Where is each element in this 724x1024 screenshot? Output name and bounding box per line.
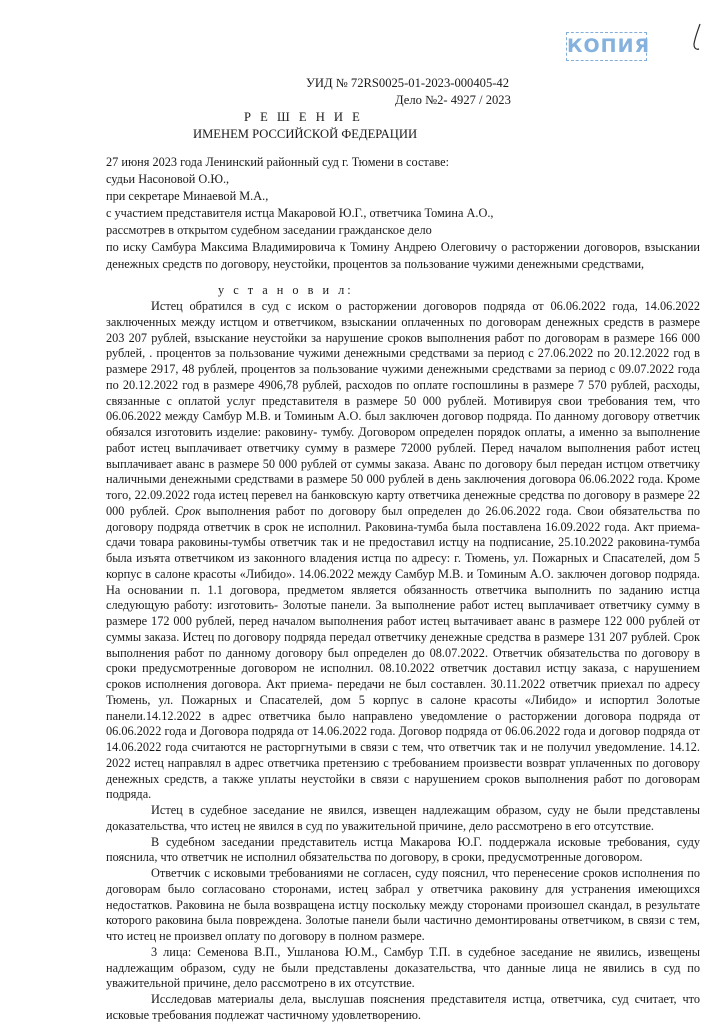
- paragraph-italic-text: Срок: [174, 503, 201, 518]
- paragraph: [106, 299, 700, 803]
- intro-line: рассмотрев в открытом судебном заседании гражданское дело: [106, 223, 432, 237]
- paragraph: Ответчик с исковыми требованиями не согласен, суду пояснил, что перенесение сроков исполнения по договорам было согласовано сторонами, истец забрал у ответчика раковину для устранения имеющихся недостатков. Раковина не была возвращена истцу поскольку между сторонами произошел скандал, в результате которого раковина была повреждена. Золотые панели были частично демонтированы ответчиком, в связи с тем, что истец не произвел оплату по договору в полном размере.: [106, 866, 700, 943]
- paragraph: 3 лица: Семенова В.П., Ушланова Ю.М., Самбур Т.П. в судебное заседание не явились, извещены надлежащим образом, суду не были представлены доказательства, что данные лица не явились в суд по уважительной причине, дело рассмотрено в их отсутствие.: [106, 944, 700, 991]
- intro-line: 27 июня 2023 года Ленинский районный суд г. Тюмени в составе:: [106, 155, 450, 169]
- handwritten-page-number: [690, 22, 704, 52]
- paragraph: Истец в судебное заседание не явился, извещен надлежащим образом, суду не были представлены доказательства, что истец не явился в суд по уважительной причине, дело рассмотрено в его отсутствие.: [106, 803, 700, 833]
- document-body: [106, 299, 700, 1024]
- intro-line: с участием представителя истца Макаровой Ю.Г., ответчика Томина А.О.,: [106, 206, 494, 220]
- document-title: Р Е Ш Е Н И Е: [244, 110, 363, 124]
- established-heading: у с т а н о в и л:: [218, 283, 354, 297]
- claim-text: по иску Самбура Максима Владимировича к Томину Андрею Олеговичу о расторжении договоров, взыскании денежных средств по договору, неустойки, процентов за пользование чужими денежными средствами,: [106, 240, 700, 271]
- case-number: Дело №2- 4927 / 2023: [395, 93, 511, 107]
- paragraph-text: Истец обратился в суд с иском о расторжении договоров подряда от 06.06.2022 года, 14.06.2022 заключенных между истцом и ответчиком, взыскании оплаченных по договорам денежных средств в размере 203 207 рублей, взыскание неустойки за нарушение сроков выполнения работ по договорам в размере 166 000 рублей, . процентов за пользование чужими денежными средствами за период с 27.06.2022 по 20.12.2022 год в размере 2917, 48 рублей, процентов за пользование чужими денежными средствами за период с 09.07.2022 года по 20.12.2022 год в размере 4906,78 рублей, расходов по оплате госпошлины в размере 7 570 рублей, расходы, связанные с оплатой услуг представителя в размере 50 000 рублей. Мотивируя свои требования тем, что 06.06.2022 между Самбур М.В. и Томиным А.О. был заключен договор подряда. По данному договору ответчик обязался изготовить изделие: раковину- тумбу. Договором определен порядок оплаты, а именно за выполнение работ истец выплачивает ответчику сумму в размере 72000 рублей. Перед началом выполнения работ истец выплачивает аванс в размере 50 000 рублей от суммы заказа. Аванс по договору был передан истцом ответчику наличными денежными средствами в размере 50 000 рублей в день заключения договора 06.06.2022 года. Кроме того, 22.09.2022 года истец перевел на банковскую карту ответчика денежные средства по договору в размере 22 000 рублей.: [106, 299, 700, 518]
- paragraph: Исследовав материалы дела, выслушав пояснения представителя истца, ответчика, суд считает, что исковые требования подлежат частичному удовлетворению.: [106, 992, 700, 1022]
- document-subtitle: ИМЕНЕМ РОССИЙСКОЙ ФЕДЕРАЦИИ: [193, 127, 418, 141]
- intro-line: судьи Насоновой О.Ю.,: [106, 172, 230, 186]
- paragraph: В судебном заседании представитель истца Макарова Ю.Г. поддержала исковые требования, суду пояснила, что ответчик не исполнил обязательства по договору, в сроки, предусмотренные договором.: [106, 834, 700, 865]
- copy-stamp: КОПИЯ: [566, 32, 647, 61]
- uid-number: УИД № 72RS0025-01-2023-000405-42: [306, 76, 510, 90]
- paragraph-text: выполнения работ по договору был определен до 26.06.2022 года. Свои обязательства по договору подряда ответчик в срок не исполнил. Раковина-тумба была поставлена 16.09.2022 года. Акт приема-сдачи товара раковины-тумбы ответчик так и не предоставил истцу на подписание, 25.10.2022 раковина-тумба была изъята ответчиком из законного владения истца по адресу: г. Тюмень, ул. Пожарных и Спасателей, дом 5 корпус в салоне красоты «Либидо». 14.06.2022 между Самбур М.В. и Томиным А.О. заключен договор подряда. На основании п. 1.1 договора, предметом является обязанность ответчика выполнить по заданию истца следующую работу: изготовить- Золотые панели. За выполнение работ истец выплачивает ответчику сумму в размере 172 000 рублей, перед началом выполнения работ истец вытачивает аванс в размере 122 000 рублей от суммы заказа. Истец по договору подряда передал ответчику денежные средства в размере 131 207 рублей. Срок выполнения работ по данному договору был определен до 08.07.2022. Ответчик обязательства по договору в сроки предусмотренные договором не исполнил. 08.10.2022 ответчик доставил истцу заказа, с нарушением сроков исполнения договора. Акт приема- передачи не был составлен. 30.11.2022 ответчик приехал по адресу Тюмень, ул. Пожарных и Спасателей, дом 5 корпус в салоне красоты «Либидо» и испортил Золотые панели.14.12.2022 в адрес ответчика было направлено уведомление о расторжении договора подряда от 06.06.2022 года и Договора подряда от 14.06.2022 года. Договор подряда от 06.06.2022 года и договор подряда от 14.06.2022 года считаются не расторгнутыми в связи с тем, что ответчик так и не получил уведомление. 14.12. 2022 истец направлял в адрес ответчика претензию с требованием произвести возврат уплаченных по договору денежных средств, а также уплаты неустойки в связи с нарушением сроков выполнения работ по договорам подряда.: [106, 503, 700, 802]
- intro-line: при секретаре Минаевой М.А.,: [106, 189, 269, 203]
- intro-block: [106, 154, 700, 273]
